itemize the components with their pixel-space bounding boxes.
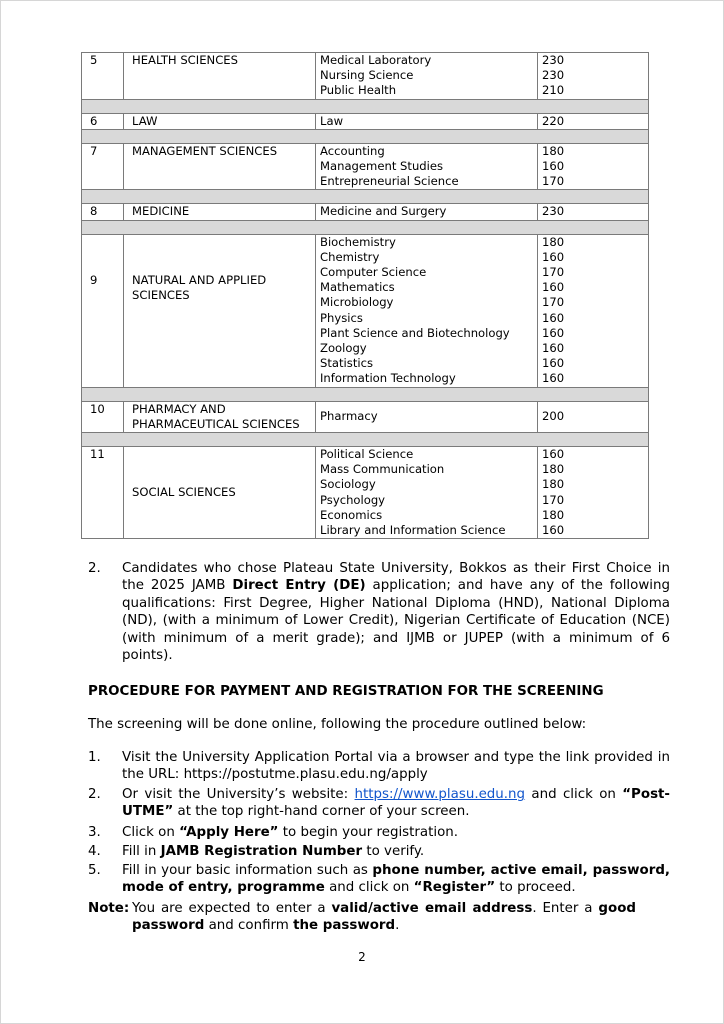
cutoff-mark: 170 — [542, 295, 565, 310]
programme-name: Chemistry — [320, 249, 380, 264]
faculty-number: 5 — [82, 53, 124, 100]
programme-name: Nursing Science — [320, 68, 414, 83]
programme-list — [316, 234, 538, 387]
programme-name: Law — [320, 113, 344, 128]
programme-name: Sociology — [320, 477, 376, 492]
faculty-number: 11 — [82, 447, 124, 539]
faculty-name: NATURAL AND APPLIED SCIENCES — [124, 234, 316, 387]
emphasis: Direct Entry (DE) — [232, 578, 366, 594]
faculty-name: LAW — [124, 113, 316, 129]
note-paragraph: Note: You are expected to enter a valid/active email address. Enter a good password and confirm the password. — [88, 901, 636, 934]
faculty-number: 8 — [82, 204, 124, 220]
faculty-cutoff-table — [81, 52, 649, 539]
programme-name: Political Science — [320, 447, 414, 462]
table-row — [82, 143, 649, 190]
programme-name: Computer Science — [320, 265, 427, 280]
cutoff-mark: 160 — [542, 325, 565, 340]
note-label: Note: — [88, 901, 130, 916]
cutoff-list — [538, 447, 649, 539]
faculty-name: PHARMACY AND PHARMACEUTICAL SCIENCES — [124, 401, 316, 432]
cutoff-mark: 160 — [542, 447, 565, 462]
programme-name: Medicine and Surgery — [320, 204, 447, 219]
programme-name: Economics — [320, 507, 383, 522]
programme-name: Medical Laboratory — [320, 53, 432, 67]
programme-name: Accounting — [320, 143, 385, 158]
page-number: 2 — [358, 950, 366, 964]
separator-row — [82, 129, 649, 143]
cutoff-mark: 220 — [542, 113, 565, 128]
item-number: 2. — [88, 561, 101, 576]
programme-list — [316, 143, 538, 190]
separator-row — [82, 220, 649, 234]
faculty-name: HEALTH SCIENCES — [124, 53, 316, 100]
step-number: 3. — [88, 825, 101, 840]
programme-list — [316, 204, 538, 220]
programme-list — [316, 447, 538, 539]
table-row — [82, 447, 649, 539]
programme-name: Management Studies — [320, 159, 444, 174]
programme-name: Pharmacy — [320, 409, 378, 424]
cutoff-mark: 230 — [542, 204, 565, 219]
step-4: 4. Fill in JAMB Registration Number to verify. — [88, 844, 425, 859]
cutoff-list — [538, 401, 649, 432]
programme-name: Statistics — [320, 356, 373, 371]
separator-row — [82, 99, 649, 113]
cutoff-mark: 160 — [542, 371, 565, 386]
programme-name: Entrepreneurial Science — [320, 174, 459, 189]
cutoff-mark: 160 — [542, 249, 565, 264]
cutoff-mark: 180 — [542, 143, 565, 158]
cutoff-mark: 180 — [542, 462, 565, 477]
cutoff-mark: 210 — [542, 83, 565, 98]
cutoff-mark: 200 — [542, 409, 565, 424]
cutoff-mark: 170 — [542, 174, 565, 189]
cutoff-mark: 180 — [542, 507, 565, 522]
programme-name: Biochemistry — [320, 234, 396, 249]
programme-name: Physics — [320, 310, 363, 325]
programme-name: Mass Communication — [320, 462, 445, 477]
programme-name: Psychology — [320, 492, 386, 507]
table-row — [82, 401, 649, 432]
cutoff-list — [538, 204, 649, 220]
programme-name: Plant Science and Biotechnology — [320, 325, 510, 340]
cutoff-mark: 180 — [542, 477, 565, 492]
separator-row — [82, 433, 649, 447]
cutoff-list — [538, 53, 649, 100]
programme-name: Library and Information Science — [320, 523, 506, 538]
step-number: 4. — [88, 844, 101, 859]
university-website-link[interactable]: https://www.plasu.edu.ng — [354, 787, 526, 802]
table-row — [82, 113, 649, 129]
cutoff-mark: 170 — [542, 265, 565, 280]
cutoff-mark: 230 — [542, 68, 565, 83]
faculty-number: 9 — [82, 234, 124, 387]
programme-name: Microbiology — [320, 295, 394, 310]
faculty-number: 7 — [82, 143, 124, 190]
programme-name: Public Health — [320, 83, 397, 98]
cutoff-mark: 180 — [542, 234, 565, 249]
cutoff-mark: 160 — [542, 356, 565, 371]
separator-row — [82, 387, 649, 401]
section-heading: PROCEDURE FOR PAYMENT AND REGISTRATION FOR THE SCREENING — [88, 684, 604, 699]
table-row — [82, 234, 649, 387]
faculty-name: SOCIAL SCIENCES — [124, 447, 316, 539]
intro-paragraph: The screening will be done online, following the procedure outlined below: — [88, 717, 587, 732]
step-5: 5. Fill in your basic information such as phone number, active email, password, mode of entry, programme and click on “Register” to proceed. — [88, 863, 670, 896]
step-number: 5. — [88, 863, 101, 878]
faculty-name: MANAGEMENT SCIENCES — [124, 143, 316, 190]
table-row — [82, 204, 649, 220]
programme-list — [316, 53, 538, 100]
cutoff-mark: 160 — [542, 310, 565, 325]
cutoff-mark: 160 — [542, 280, 565, 295]
faculty-name: MEDICINE — [124, 204, 316, 220]
cutoff-list — [538, 113, 649, 129]
cutoff-mark: 160 — [542, 523, 565, 538]
faculty-number: 10 — [82, 401, 124, 432]
cutoff-mark: 160 — [542, 341, 565, 356]
cutoff-mark: 170 — [542, 492, 565, 507]
step-2: 2. Or visit the University’s website: https://www.plasu.edu.ng and click on “Post-UTME” at the top right-hand corner of your screen. — [88, 787, 670, 820]
step-1: 1. Visit the University Application Portal via a browser and type the link provided in the URL: https://postutme.plasu.edu.ng/apply — [88, 750, 670, 783]
step-number: 1. — [88, 750, 101, 765]
cutoff-mark: 230 — [542, 53, 565, 67]
step-number: 2. — [88, 787, 101, 802]
step-3: 3. Click on “Apply Here” to begin your registration. — [88, 825, 459, 840]
cutoff-list — [538, 143, 649, 190]
separator-row — [82, 190, 649, 204]
table-row — [82, 53, 649, 100]
criteria-item-2: 2. Candidates who chose Plateau State University, Bokkos as their First Choice in the 2025 JAMB Direct Entry (DE) application; and have any of the following qualifications: First Degree, Higher National Diploma (HND), National Diploma (ND), (with a minimum of Lower Credit), Nigerian Certificate of Education (NCE) (with minimum of a merit grade); and IJMB or JUPEP (with a minimum of 6 points). — [88, 561, 670, 664]
programme-name: Information Technology — [320, 371, 456, 386]
cutoff-mark: 160 — [542, 159, 565, 174]
programme-name: Zoology — [320, 341, 367, 356]
programme-list — [316, 113, 538, 129]
faculty-number: 6 — [82, 113, 124, 129]
programme-name: Mathematics — [320, 280, 395, 295]
cutoff-list — [538, 234, 649, 387]
programme-list — [316, 401, 538, 432]
